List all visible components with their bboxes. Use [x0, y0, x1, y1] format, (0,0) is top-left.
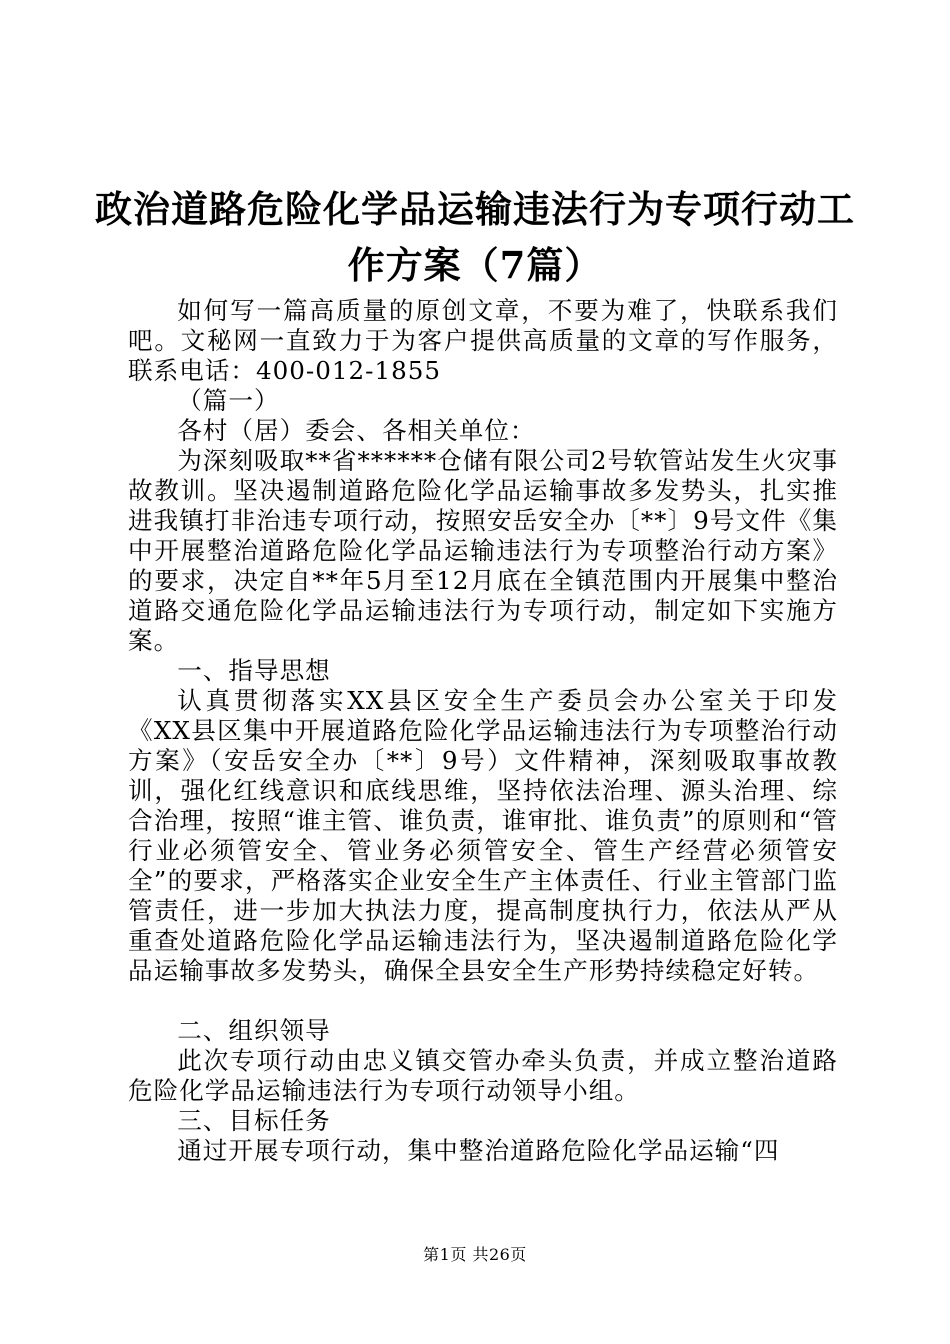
page-footer: 第1页 共26页 — [423, 1245, 527, 1264]
heading-organization: 二、组织领导 — [177, 1016, 331, 1045]
intro-paragraph: 如何写一篇高质量的原创文章，不要为难了，快联系我们吧。文秘网一直致力于为客户提供高质量的文章的写作服务，联系电话：400-012-1855 — [128, 296, 838, 385]
guiding-ideology-paragraph: 认真贯彻落实XX县区安全生产委员会办公室关于印发《XX县区集中开展道路危险化学品运输违法行为专项整治行动方案》（安岳安全办〔**〕9号）文件精神，深刻吸取事故教训，强化红线意识和底线思维，坚持依法治理、源头治理、综合治理，按照“谁主管、谁负责，谁审批、谁负责”的原则和“管行业必须管安全、管业务必须管安全、管生产经营必须管安全”的要求，严格落实企业安全生产主体责任、行业主管部门监管责任，进一步加大执法力度，提高制度执行力，依法从严从重查处道路危险化学品运输违法行为，坚决遏制道路危险化学品运输事故多发势头，确保全县安全生产形势持续稳定好转。 — [128, 686, 838, 985]
document-title-line-1: 政治道路危险化学品运输违法行为专项行动工 — [95, 187, 855, 231]
organization-paragraph: 此次专项行动由忠义镇交管办牵头负责，并成立整治道路危险化学品运输违法行为专项行动领导小组。 — [128, 1046, 838, 1105]
document-body — [128, 296, 838, 1166]
section-label-part-one: （篇一） — [177, 386, 280, 415]
heading-objectives: 三、目标任务 — [177, 1106, 331, 1135]
salutation: 各村（居）委会、各相关单位： — [177, 416, 536, 445]
background-paragraph: 为深刻吸取**省******仓储有限公司2号软管站发生火灾事故教训。坚决遏制道路危险化学品运输事故多发势头，扎实推进我镇打非治违专项行动，按照安岳安全办〔**〕9号文件《集中开展整治道路危险化学品运输违法行为专项整治行动方案》的要求，决定自**年5月至12月底在全镇范围内开展集中整治道路交通危险化学品运输违法行为专项行动，制定如下实施方案。 — [128, 446, 838, 655]
heading-guiding-ideology: 一、指导思想 — [177, 656, 331, 685]
objectives-paragraph: 通过开展专项行动，集中整治道路危险化学品运输“四 — [177, 1136, 780, 1165]
document-title-line-2: 作方案（7篇） — [347, 243, 603, 287]
